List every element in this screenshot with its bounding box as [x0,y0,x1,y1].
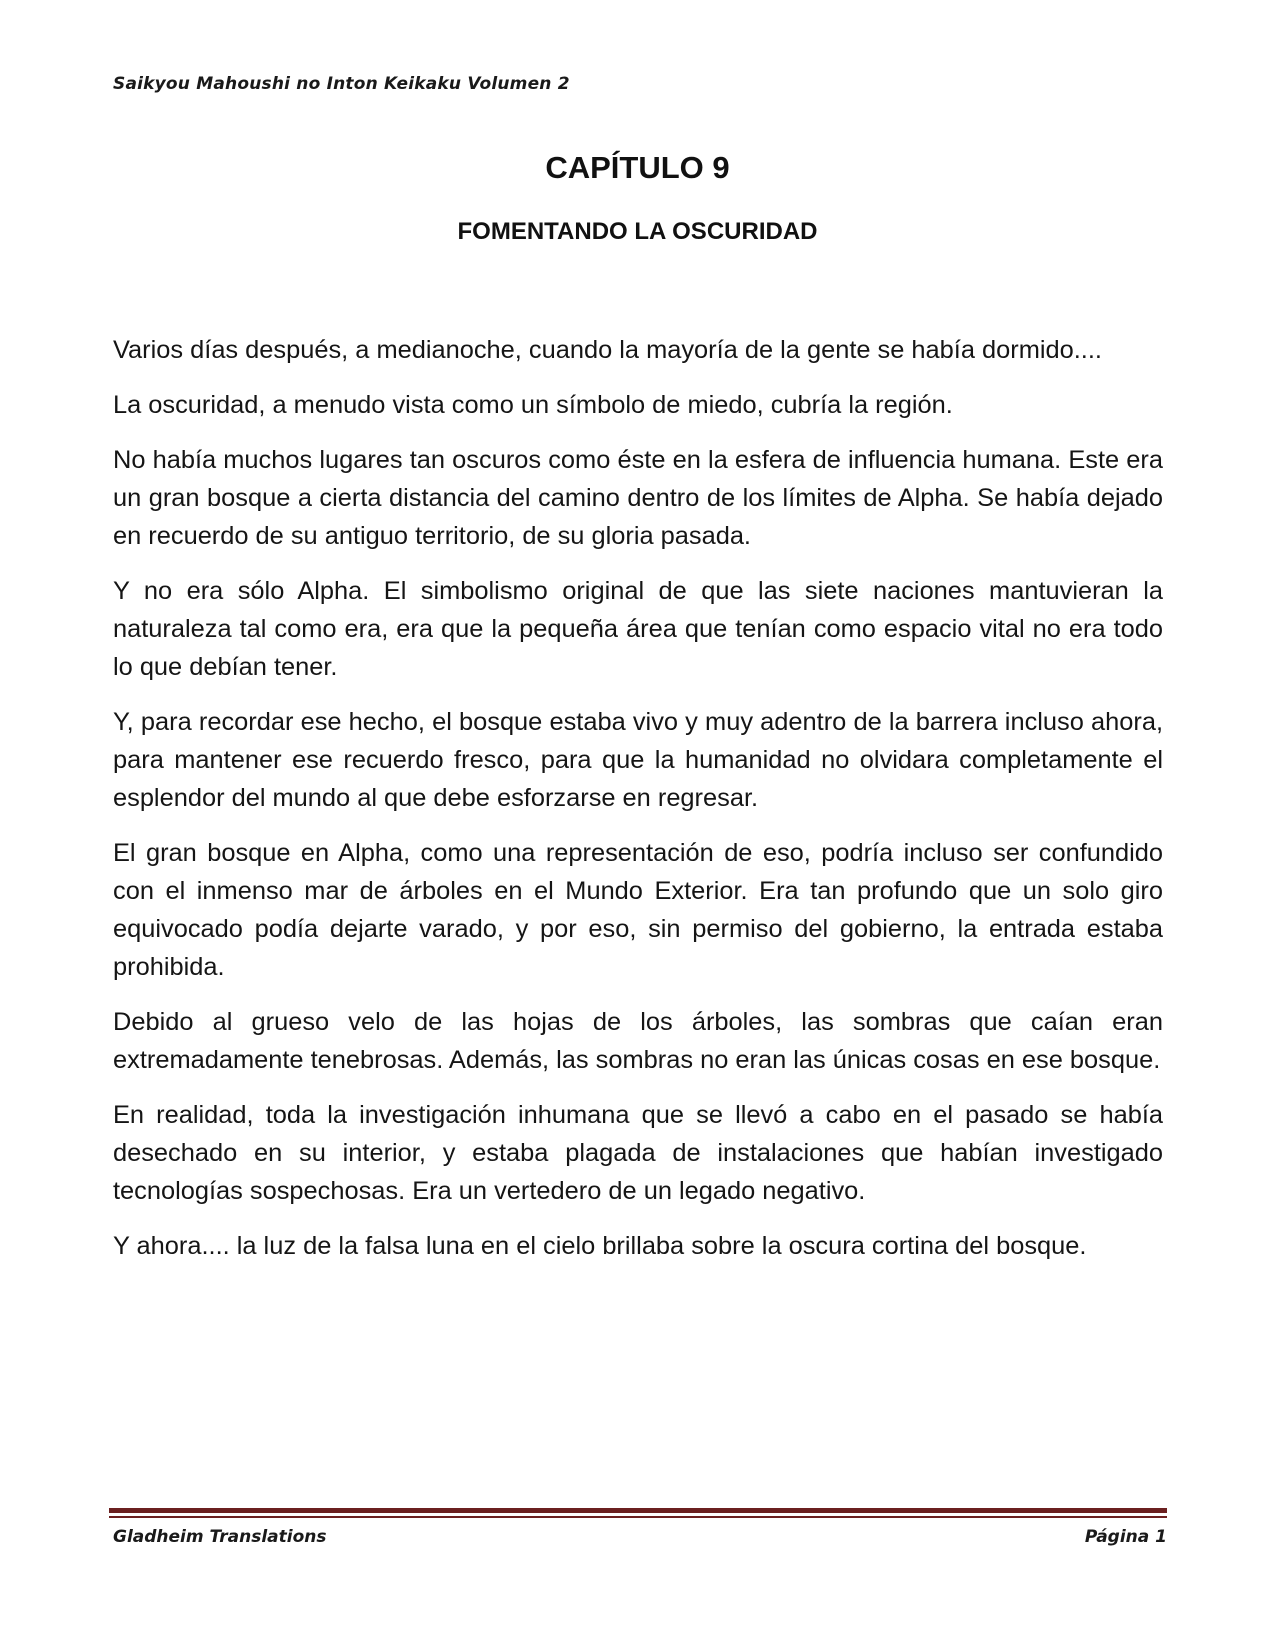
paragraph: La oscuridad, a menudo vista como un símbolo de miedo, cubría la región. [113,391,953,419]
paragraph: Y no era sólo Alpha. El simbolismo original de que las siete naciones mantuvieran la naturaleza tal como era, era que la pequeña área que tenían como espacio vital no era todo lo que debían tener. [113,577,1163,681]
footer-divider [109,1508,1167,1513]
paragraph: Y ahora.... la luz de la falsa luna en el cielo brillaba sobre la oscura cortina del bosque. [113,1232,1087,1260]
paragraph: El gran bosque en Alpha, como una representación de eso, podría incluso ser confundido con el inmenso mar de árboles en el Mundo Exterior. Era tan profundo que un solo giro equivocado podía dejarte varado, y por eso, sin permiso del gobierno, la entrada estaba prohibida. [113,839,1163,981]
footer-divider-thin [109,1516,1167,1518]
paragraph: Varios días después, a medianoche, cuando la mayoría de la gente se había dormido.... [113,336,1102,364]
paragraph: Y, para recordar ese hecho, el bosque estaba vivo y muy adentro de la barrera incluso ahora, para mantener ese recuerdo fresco, para que la humanidad no olvidara completamente el esplendor del mundo al que debe esforzarse en regresar. [113,708,1163,812]
chapter-title: CAPÍTULO 9 [545,150,730,185]
footer-page-number: Página 1 [1084,1527,1167,1547]
running-header: Saikyou Mahoushi no Inton Keikaku Volumen 2 [113,74,570,94]
paragraph: Debido al grueso velo de las hojas de los árboles, las sombras que caían eran extremadamente tenebrosas. Además, las sombras no eran las únicas cosas en ese bosque. [113,1008,1163,1074]
body-text [113,331,1163,1282]
paragraph: No había muchos lugares tan oscuros como éste en la esfera de influencia humana. Este era un gran bosque a cierta distancia del camino dentro de los límites de Alpha. Se había dejado en recuerdo de su antiguo territorio, de su gloria pasada. [113,446,1163,550]
chapter-subtitle: FOMENTANDO LA OSCURIDAD [457,218,818,245]
footer-publisher: Gladheim Translations [113,1527,327,1547]
paragraph: En realidad, toda la investigación inhumana que se llevó a cabo en el pasado se había desechado en su interior, y estaba plagada de instalaciones que habían investigado tecnologías sospechosas. Era un vertedero de un legado negativo. [113,1101,1163,1205]
